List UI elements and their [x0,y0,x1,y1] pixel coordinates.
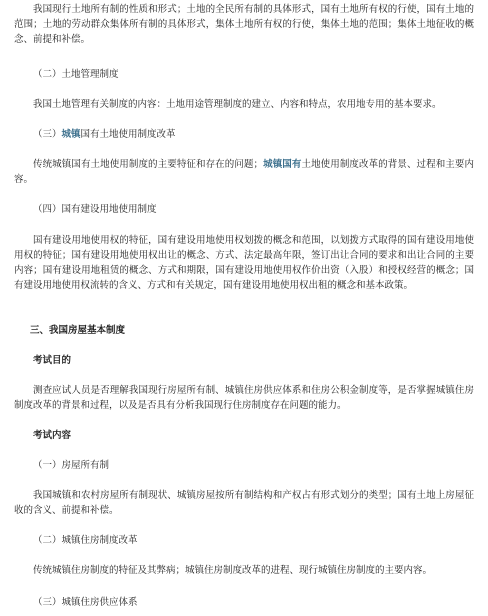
highlight-text: 城镇国有 [263,159,302,170]
highlight-text: 城镇 [61,129,81,140]
heading-exam-content: 考试内容 [33,430,72,441]
heading-housing-supply: （三）城镇住房供应体系 [33,597,138,608]
heading-urban-land-reform [33,127,488,142]
paragraph-house-ownership: 我国城镇和农村房屋所有制现状、城镇房屋按所有制结构和产权占有形式划分的类型；国有土地上房屋征收的含义、前提和补偿。 [14,490,474,516]
heading-construction-land: （四）国有建设用地使用制度 [33,204,157,215]
text-part: 传统城镇国有土地使用制度的主要特征和存在的问题； [33,159,264,170]
paragraph-exam-purpose: 测查应试人员是否理解我国现行房屋所有制、城镇住房供应体系和住房公积金制度等，是否掌握城镇住房制度改革的背景和过程，以及是否具有分析我国现行住房制度存在问题的能力。 [14,385,474,411]
heading-housing-reform: （二）城镇住房制度改革 [33,535,138,546]
text-part: 土地使用制度改革的背景、过程和主要内容。 [14,159,474,185]
heading-land-management: （二）土地管理制度 [33,69,119,80]
paragraph-housing-reform: 传统城镇住房制度的特征及其弊病；城镇住房制度改革的进程、现行城镇住房制度的主要内容。 [33,565,433,576]
paragraph-land-ownership: 我国现行土地所有制的性质和形式；土地的全民所有制的具体形式，国有土地所有权的行使，国有土地的范围；土地的劳动群众集体所有制的具体形式，集体土地所有权的行使，集体土地的范围；集体土地征收的概念、前提和补偿。 [14,4,474,45]
paragraph-land-management: 我国土地管理有关制度的内容：土地用途管理制度的建立、内容和特点，农用地专用的基本要求。 [33,99,442,110]
heading-prefix: （三） [33,129,62,140]
heading-exam-purpose: 考试目的 [33,355,72,366]
heading-rest: 国有土地使用制度改革 [80,129,176,140]
paragraph-construction-land: 国有建设用地使用权的特征，国有建设用地使用权划拨的概念和范围，以划拨方式取得的国有建设用地使用权的特征；国有建设用地使用权出让的概念、方式、法定最高年限，签订出让合同的要求和出让合同的主要内容；国有建设用地租赁的概念、方式和期限，国有建设用地使用权作价出资（入股）和授权经营的概念；国有建设用地使用权流转的含义、方式和有关规定，国有建设用地使用权出租的概念和基本政策。 [14,235,474,291]
section-heading-housing: 三、我国房屋基本制度 [30,325,126,336]
paragraph-urban-land-reform [14,157,474,187]
heading-house-ownership: （一）房屋所有制 [33,460,110,471]
